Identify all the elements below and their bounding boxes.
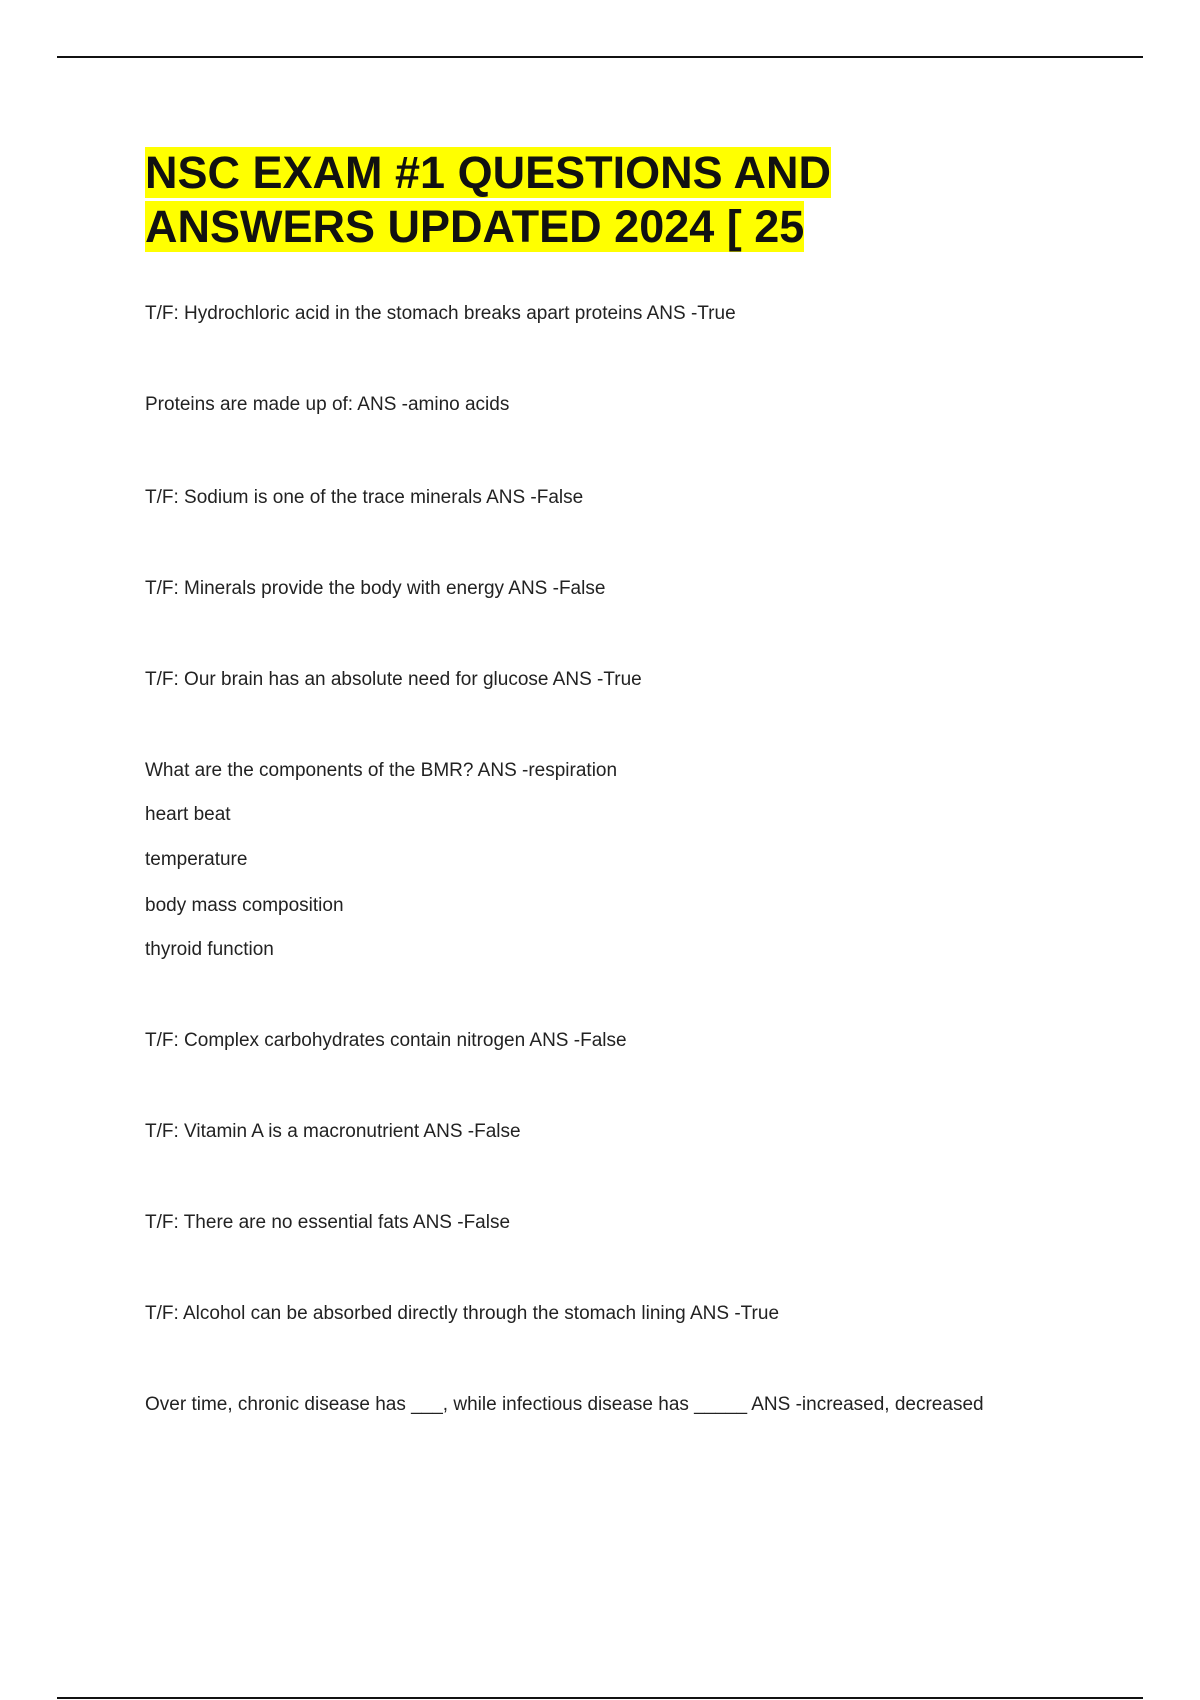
qa-item-6-answer-line: temperature <box>145 849 248 870</box>
qa-item-7: T/F: Complex carbohydrates contain nitrogen ANS -False <box>145 1030 627 1051</box>
qa-item-8: T/F: Vitamin A is a macronutrient ANS -False <box>145 1121 521 1142</box>
top-rule <box>57 56 1143 58</box>
qa-item-6-answer-line: heart beat <box>145 804 231 825</box>
title-line-2: ANSWERS UPDATED 2024 [ 25 <box>145 201 805 252</box>
bottom-rule <box>57 1697 1143 1699</box>
qa-item-11: Over time, chronic disease has ___, while infectious disease has _____ ANS -increased, decreased <box>145 1394 984 1415</box>
qa-item-3: T/F: Sodium is one of the trace minerals ANS -False <box>145 487 584 508</box>
qa-item-9: T/F: There are no essential fats ANS -False <box>145 1212 511 1233</box>
qa-item-2: Proteins are made up of: ANS -amino acids <box>145 394 510 415</box>
qa-item-5: T/F: Our brain has an absolute need for glucose ANS -True <box>145 669 642 690</box>
qa-item-1: T/F: Hydrochloric acid in the stomach breaks apart proteins ANS -True <box>145 303 736 324</box>
qa-item-4: T/F: Minerals provide the body with energy ANS -False <box>145 578 606 599</box>
title-line-1: NSC EXAM #1 QUESTIONS AND <box>145 147 831 198</box>
qa-item-10: T/F: Alcohol can be absorbed directly through the stomach lining ANS -True <box>145 1303 780 1324</box>
qa-item-6: What are the components of the BMR? ANS -respiration <box>145 760 618 781</box>
qa-item-6-answer-line: body mass composition <box>145 895 344 916</box>
qa-item-6-answer-line: thyroid function <box>145 939 274 960</box>
document-title <box>145 146 1105 254</box>
